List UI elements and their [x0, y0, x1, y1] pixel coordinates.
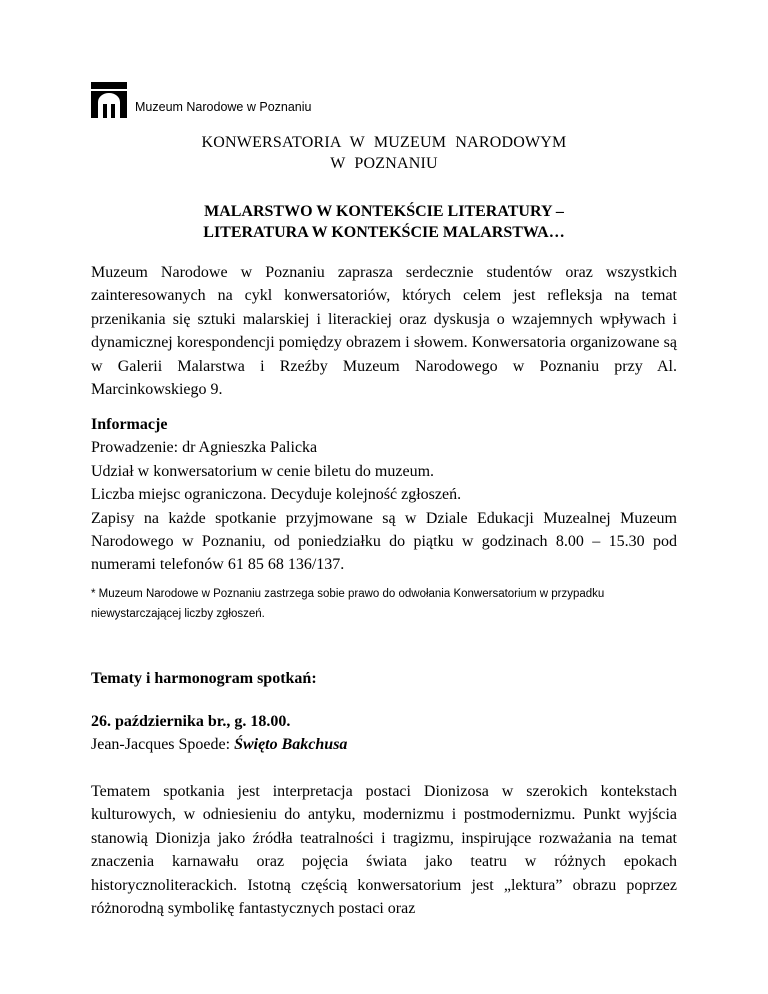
info-lead: Prowadzenie: dr Agnieszka Palicka [91, 439, 318, 457]
session-description: Tematem spotkania jest interpretacja postaci Dionizosa w szerokich kontekstach kulturowych, w odniesieniu do antyku, modernizmu i postmodernizmu. Punkt wyjścia stanowią Dionizja jako źródła teatralności i tragizmu, inspirujące rozważania na temat znaczenia karnawału oraz pojęcia świata jako teatru w różnych epokach historycznoliterackich. Istotną częścią konwersatorium jest „lektura” obrazu poprzez różnorodną symbolikę fantastycznych postaci oraz [91, 783, 677, 918]
session-artist: Jean-Jacques Spoede: [91, 736, 235, 753]
info-section [91, 413, 677, 577]
intro-paragraph: Muzeum Narodowe w Poznaniu zaprasza serdecznie studentów oraz wszystkich zainteresowanych na cykl konwersatoriów, których celem jest refleksja na temat przenikania się sztuki malarskiej i literackiej oraz dyskusja o wzajemnych wpływach i dynamicznej korespondencji pomiędzy obrazem i słowem. Konwersatoria organizowane są w Galerii Malarstwa i Rzeźby Muzeum Narodowego w Poznaniu przy Al. Marcinkowskiego 9. [91, 264, 677, 399]
page-subtitle [91, 201, 677, 243]
page-title [91, 132, 677, 174]
museum-logo [91, 82, 311, 118]
museum-building-icon [91, 82, 127, 118]
subtitle-line-2: LITERATURA W KONTEKŚCIE MALARSTWA… [203, 224, 565, 241]
session-work [91, 733, 347, 756]
info-ticket: Udział w konwersatorium w cenie biletu do muzeum. [91, 462, 435, 480]
footnote: * Muzeum Narodowe w Poznaniu zastrzega sobie prawo do odwołania Konwersatorium w przypadku niewystarczającej liczby zgłoszeń. [91, 588, 605, 620]
info-limit: Liczba miejsc ograniczona. Decyduje kolejność zgłoszeń. [91, 486, 462, 504]
session-work-title: Święto Bakchusa [234, 736, 348, 753]
info-registration: Zapisy na każde spotkanie przyjmowane są w Dziale Edukacji Muzealnej Muzeum Narodowego w Poznaniu, od poniedziałku do piątku w godzinach 8.00 – 15.30 pod numerami telefonów 61 85 68 136/137. [91, 509, 677, 574]
schedule-heading: Tematy i harmonogram spotkań: [91, 670, 317, 687]
session-date: 26. października br., g. 18.00. [91, 713, 291, 730]
logo-text: Muzeum Narodowe w Poznaniu [135, 100, 312, 114]
title-line-2: W POZNANIU [330, 155, 438, 172]
subtitle-line-1: MALARSTWO W KONTEKŚCIE LITERATURY – [204, 203, 564, 220]
session-1 [91, 710, 347, 756]
title-line-1: KONWERSATORIA W MUZEUM NARODOWYM [201, 134, 567, 151]
info-heading: Informacje [91, 416, 168, 433]
